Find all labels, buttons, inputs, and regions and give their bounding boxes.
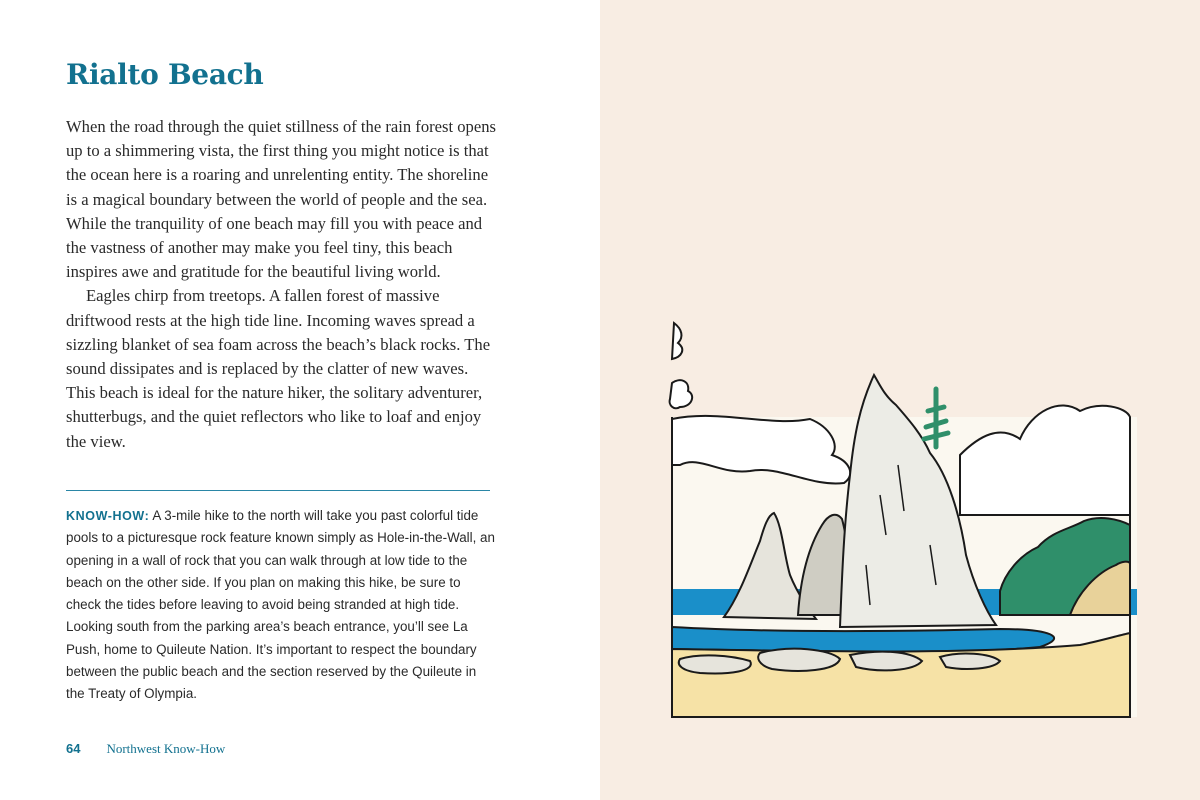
beach-rock-icon xyxy=(758,649,840,671)
beach-rock-icon xyxy=(679,655,751,673)
cloud-left-icon xyxy=(670,380,693,408)
knowhow-text: A 3-mile hike to the north will take you past colorful tide pools to a picturesque rock feature known simply as Hole-in-the-Wall, an opening in a wall of rock that you can walk through at low tide to the beach on the other side. If you plan on making this hike, be sure to check the tides before leaving to avoid being stranded at high tide. Looking south from the parking area’s beach entrance, you’ll see La Push, home to Quileute Nation. It’s important to respect the boundary between the public beach and the section reserved by the Quileute in the Treaty of Olympia. xyxy=(66,508,495,702)
page-title: Rialto Beach xyxy=(66,58,264,91)
cloud-left-top-icon xyxy=(672,323,682,359)
sea-stack-illustration xyxy=(660,315,1140,720)
beach-rock-icon xyxy=(850,652,922,671)
page-number: 64 xyxy=(66,741,81,756)
body-text xyxy=(66,115,496,454)
lagoon-icon xyxy=(672,627,1054,652)
knowhow-label: KNOW-HOW: xyxy=(66,509,150,523)
running-footer: Northwest Know-How xyxy=(106,741,226,756)
section-divider xyxy=(66,490,490,491)
page-footer xyxy=(66,741,225,757)
beach-rock-icon xyxy=(940,654,1000,669)
body-paragraph-1: When the road through the quiet stillness of the rain forest opens up to a shimmering vista, the first thing you might notice is that the ocean here is a roaring and unrelenting entity. The shoreline is a magical boundary between the world of people and the sea. While the tranquility of one beach may fill you with peace and the vastness of another may make you feel tiny, this beach inspires awe and gratitude for the beautiful living world. xyxy=(66,117,496,282)
body-paragraph-2: Eagles chirp from treetops. A fallen forest of massive driftwood rests at the high tide line. Incoming waves spread a sizzling blanket of sea foam across the beach’s black rocks. The sound dissipates and is replaced by the clatter of new waves. This beach is ideal for the nature hiker, the solitary adventurer, shutterbugs, and the quiet reflectors who like to loaf and enjoy the view. xyxy=(66,286,491,451)
knowhow-box xyxy=(66,505,496,706)
